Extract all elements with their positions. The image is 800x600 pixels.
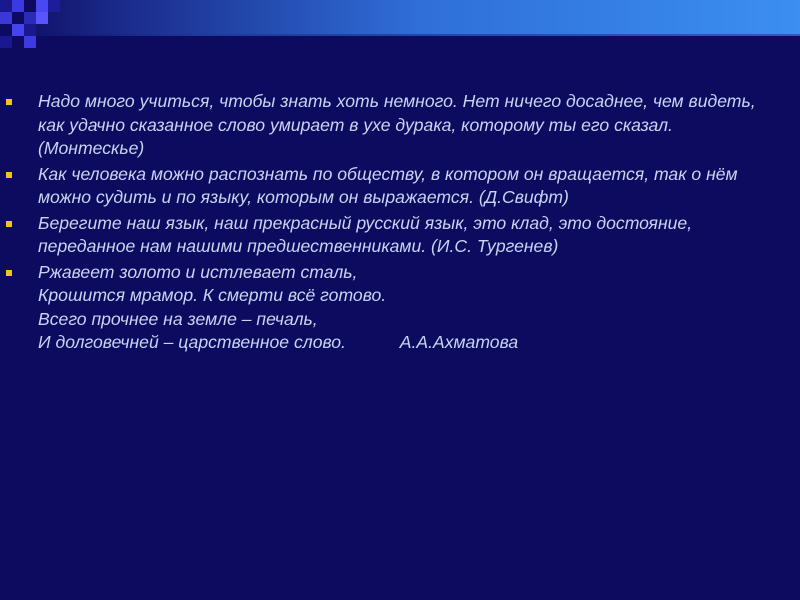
corner-square [24, 12, 36, 24]
quote-text: Надо много учиться, чтобы знать хоть немного. Нет ничего досаднее, чем видеть, как удачно сказанное слово умирает в ухе дурака, которому ты его сказал. (Монтескье) [38, 91, 756, 158]
poem-line: Всего прочнее на земле – печаль, [38, 308, 318, 329]
corner-square [12, 0, 24, 12]
bullet-item-swift [0, 163, 800, 210]
quote-text: Берегите наш язык, наш прекрасный русский язык, это клад, это достояние, переданное нам нашими предшественниками. (И.С. Тургенев) [38, 212, 693, 256]
square-bullet-icon [6, 270, 12, 276]
top-bar-edge [0, 34, 800, 36]
corner-square [0, 36, 12, 48]
corner-square [24, 36, 36, 48]
poem-line: И долговечней – царственное слово. А.А.Ахматова [38, 332, 519, 352]
corner-square [0, 24, 12, 36]
corner-square [36, 12, 48, 24]
corner-square [0, 0, 12, 12]
poem-line: Ржавеет золото и истлевает сталь, [38, 261, 358, 282]
corner-square [12, 24, 24, 36]
square-bullet-icon [6, 221, 12, 227]
corner-square [24, 24, 36, 36]
square-bullet-icon [6, 172, 12, 178]
top-decorative-bar [0, 0, 800, 34]
corner-square [48, 0, 60, 12]
corner-square [12, 12, 24, 24]
poem-line: Крошится мрамор. К смерти всё готово. [38, 285, 387, 305]
quote-text: Как человека можно распознать по обществу, в котором он вращается, так о нём можно судить и по языку, которым он выражается. (Д.Свифт) [38, 163, 738, 207]
bullet-item-akhmatova [0, 261, 800, 355]
bullet-list [0, 90, 800, 357]
bullet-item-montesquieu [0, 90, 800, 161]
square-bullet-icon [6, 99, 12, 105]
corner-square [24, 0, 36, 12]
corner-square [0, 12, 12, 24]
bullet-item-turgenev [0, 212, 800, 259]
corner-square [36, 0, 48, 12]
